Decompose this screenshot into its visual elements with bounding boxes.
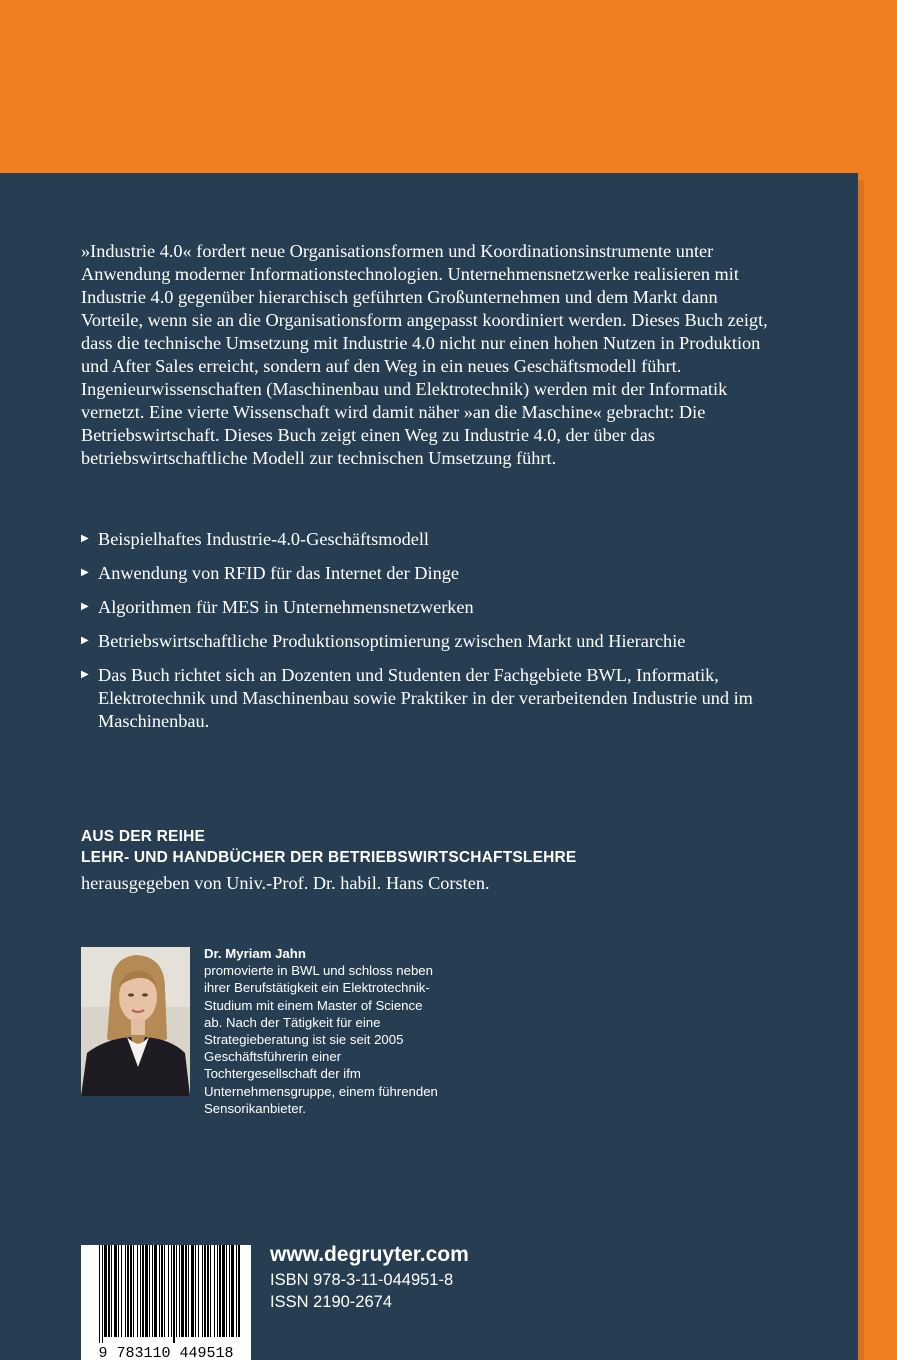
triangle-bullet-icon: ▶ — [81, 669, 89, 680]
barcode-bar — [198, 1245, 199, 1337]
barcode-bar — [121, 1245, 122, 1337]
blurb — [81, 240, 781, 470]
barcode-bar — [195, 1245, 196, 1337]
blurb-paragraph-2: Ingenieurwissenschaften (Maschinenbau und Elektrotechnik) werden mit der Informatik vernetzt. Eine vierte Wissenschaft wird damit näher »an die Maschine« gebracht: Die Betriebswirtschaft. Dieses Buch zeigt einen Weg zu Industrie 4.0, der über das betriebswirtschaftliche Modell zur technischen Umsetzung führt. — [81, 379, 728, 468]
barcode-bar — [214, 1245, 215, 1337]
barcode — [81, 1245, 251, 1360]
barcode-bar — [176, 1245, 177, 1337]
publisher-url[interactable]: www.degruyter.com — [270, 1243, 469, 1266]
barcode-bar — [164, 1245, 165, 1337]
barcode-bar — [229, 1245, 230, 1337]
author-portrait-icon — [81, 947, 190, 1096]
barcode-bar — [108, 1245, 110, 1337]
barcode-bar — [137, 1245, 138, 1337]
barcode-bar — [149, 1245, 150, 1337]
barcode-bar — [159, 1245, 160, 1337]
barcode-bar — [152, 1245, 153, 1337]
barcode-bar — [127, 1245, 129, 1337]
barcode-bar — [179, 1245, 180, 1337]
barcode-bar — [102, 1245, 103, 1343]
triangle-bullet-icon: ▶ — [81, 533, 89, 544]
barcode-bar — [130, 1245, 132, 1337]
list-item: ▶ Betriebswirtschaftliche Produktionsoptimierung zwischen Markt und Hierarchie — [81, 631, 686, 651]
barcode-bar — [140, 1245, 141, 1337]
barcode-bar — [154, 1245, 157, 1337]
barcode-bar — [99, 1245, 100, 1343]
barcode-bar — [104, 1245, 107, 1337]
blurb-paragraph-1: »Industrie 4.0« fordert neue Organisationsformen und Koordinationsinstrumente unter Anwendung moderner Informationstechnologien. Unternehmensnetzwerke realisieren mit Industrie 4.0 gegenüber hierarchisch geführten Großunternehmen und dem Markt dann Vorteile, wenn sie an die Organisationsform angepasst koordiniert werden. Dieses Buch zeigt, dass die technische Umsetzung mit Industrie 4.0 nicht nur einen hohen Nutzen in Produktion und After Sales erreicht, sondern auf den Weg in ein neues Geschäftsmodell führt. — [81, 241, 768, 376]
author-name: Dr. Myriam Jahn — [204, 946, 306, 961]
barcode-bar — [222, 1245, 225, 1337]
barcode-bar — [207, 1245, 209, 1337]
barcode-bar — [133, 1245, 134, 1337]
panel-shadow — [858, 180, 864, 1360]
list-item: ▶ Beispielhaftes Industrie-4.0-Geschäftsmodell — [81, 529, 429, 549]
barcode-bar — [111, 1245, 112, 1337]
barcode-digits: 9 783110 449518 — [98, 1345, 234, 1360]
barcode-icon — [81, 1245, 251, 1360]
barcode-bar — [145, 1245, 148, 1337]
publisher-info — [270, 1241, 469, 1313]
barcode-bar — [188, 1245, 189, 1337]
isbn: ISBN 978-3-11-044951-8 — [270, 1271, 454, 1289]
barcode-bar — [226, 1245, 227, 1337]
series-title: LEHR- UND HANDBÜCHER DER BETRIEBSWIRTSCHAFTSLEHRE — [81, 849, 577, 866]
barcode-bar — [181, 1245, 184, 1337]
series-info — [81, 826, 801, 895]
barcode-bar — [219, 1245, 221, 1337]
barcode-bar — [161, 1245, 163, 1337]
barcode-bar — [185, 1245, 187, 1337]
series-editor: herausgegeben von Univ.-Prof. Dr. habil. Hans Corsten. — [81, 873, 490, 893]
list-item: ▶ Algorithmen für MES in Unternehmensnetzwerken — [81, 597, 474, 617]
barcode-bar — [171, 1245, 172, 1337]
barcode-bar — [114, 1245, 117, 1337]
barcode-bar — [118, 1245, 119, 1337]
feature-list — [81, 528, 781, 744]
barcode-bar — [236, 1245, 237, 1337]
issn: ISSN 2190-2674 — [270, 1293, 393, 1311]
barcode-bar — [173, 1245, 175, 1343]
list-item: ▶ Das Buch richtet sich an Dozenten und Studenten der Fachgebiete BWL, Informatik, Elektrotechnik und Maschinenbau sowie Praktiker in der verarbeitenden Industrie und im Maschinenbau. — [81, 665, 753, 731]
barcode-bar — [217, 1245, 218, 1337]
barcode-bar — [202, 1245, 203, 1337]
author-description: promovierte in BWL und schloss neben ihrer Berufstätigkeit ein Elektrotechnik-Studium mit einem Master of Science ab. Nach der Tätigkeit für eine Strategieberatung ist sie seit 2005 Geschäftsführerin einer Tochtergesellschaft der ifm Unternehmensgruppe, einem führenden Sensorikanbieter. — [204, 963, 438, 1116]
barcode-bar — [231, 1245, 234, 1337]
barcode-bar — [168, 1245, 169, 1337]
barcode-bar — [125, 1245, 126, 1337]
author-photo — [81, 947, 190, 1096]
barcode-bar — [204, 1245, 206, 1337]
barcode-bar — [238, 1245, 240, 1337]
triangle-bullet-icon: ▶ — [81, 601, 89, 612]
barcode-bar — [210, 1245, 211, 1337]
author-bio — [204, 945, 444, 1117]
series-label: AUS DER REIHE — [81, 828, 206, 845]
barcode-bar — [191, 1245, 194, 1337]
triangle-bullet-icon: ▶ — [81, 635, 89, 646]
list-item: ▶ Anwendung von RFID für das Internet der Dinge — [81, 563, 459, 583]
triangle-bullet-icon: ▶ — [81, 567, 89, 578]
barcode-bar — [142, 1245, 144, 1337]
